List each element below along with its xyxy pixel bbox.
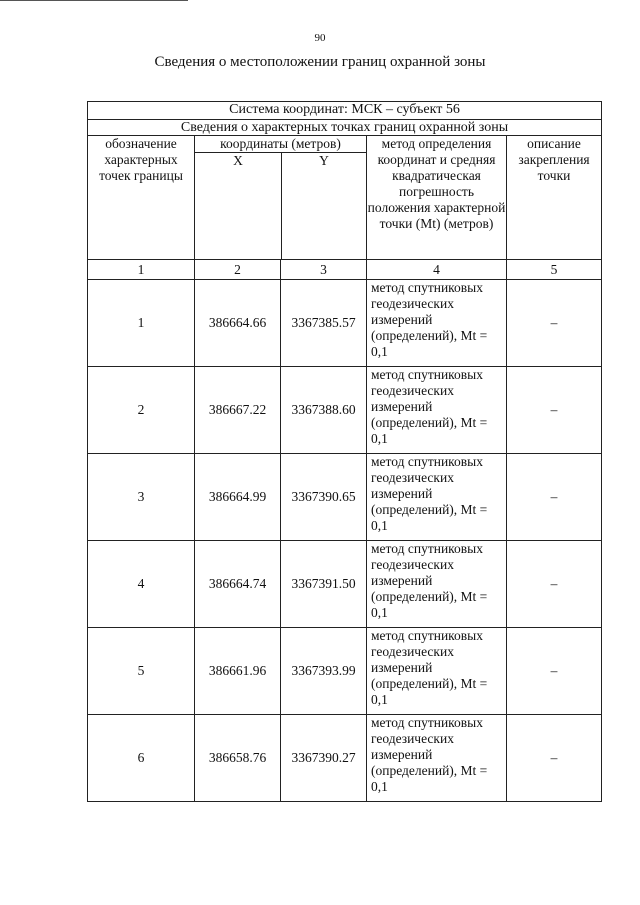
point-id: 4 xyxy=(88,541,195,628)
page-number: 90 xyxy=(314,32,326,44)
table-row xyxy=(88,454,602,541)
y-coordinate: 3367390.65 xyxy=(281,454,367,541)
fixation-description: – xyxy=(507,541,602,628)
method-description: метод спутниковых геодезических измерений (определений), Mt = 0,1 xyxy=(367,628,507,715)
y-coordinate: 3367393.99 xyxy=(281,628,367,715)
table-row xyxy=(88,628,602,715)
y-coordinate: 3367388.60 xyxy=(281,367,367,454)
fixation-description: – xyxy=(507,628,602,715)
table-row xyxy=(88,367,602,454)
column-number: 3 xyxy=(281,260,367,280)
page-title: Сведения о местоположении границ охранной зоны xyxy=(154,54,486,70)
method-description: метод спутниковых геодезических измерений (определений), Mt = 0,1 xyxy=(367,280,507,367)
top-rule xyxy=(0,0,188,1)
x-coordinate: 386664.66 xyxy=(195,280,281,367)
fixation-description: – xyxy=(507,280,602,367)
point-id: 1 xyxy=(88,280,195,367)
boundary-points-table xyxy=(87,101,602,802)
method-description: метод спутниковых геодезических измерений (определений), Mt = 0,1 xyxy=(367,541,507,628)
header-method: метод определения координат и средняя квадратическая погрешность положения характерной точки (Mt) (метров) xyxy=(367,136,507,260)
table-row xyxy=(88,715,602,802)
column-number: 4 xyxy=(367,260,507,280)
point-id: 5 xyxy=(88,628,195,715)
header-y: Y xyxy=(319,153,329,168)
x-coordinate: 386667.22 xyxy=(195,367,281,454)
column-number: 2 xyxy=(195,260,281,280)
coordinate-system-header: Система координат: МСК – субъект 56 xyxy=(88,102,602,120)
fixation-description: – xyxy=(507,454,602,541)
table-row xyxy=(88,280,602,367)
table-subtitle: Сведения о характерных точках границ охранной зоны xyxy=(88,120,602,136)
header-x: X xyxy=(195,153,282,259)
y-coordinate: 3367391.50 xyxy=(281,541,367,628)
header-description: описание закрепления точки xyxy=(507,136,602,260)
fixation-description: – xyxy=(507,367,602,454)
column-number: 1 xyxy=(88,260,195,280)
method-description: метод спутниковых геодезических измерений (определений), Mt = 0,1 xyxy=(367,454,507,541)
point-id: 3 xyxy=(88,454,195,541)
header-coords xyxy=(195,136,367,260)
fixation-description: – xyxy=(507,715,602,802)
column-number-row xyxy=(88,260,602,280)
x-coordinate: 386661.96 xyxy=(195,628,281,715)
point-id: 6 xyxy=(88,715,195,802)
x-coordinate: 386664.74 xyxy=(195,541,281,628)
y-coordinate: 3367385.57 xyxy=(281,280,367,367)
header-point: обозначение характерных точек границы xyxy=(88,136,195,260)
method-description: метод спутниковых геодезических измерений (определений), Mt = 0,1 xyxy=(367,715,507,802)
x-coordinate: 386664.99 xyxy=(195,454,281,541)
method-description: метод спутниковых геодезических измерений (определений), Mt = 0,1 xyxy=(367,367,507,454)
column-number: 5 xyxy=(507,260,602,280)
y-coordinate: 3367390.27 xyxy=(281,715,367,802)
header-coords-label: координаты (метров) xyxy=(195,136,366,153)
point-id: 2 xyxy=(88,367,195,454)
x-coordinate: 386658.76 xyxy=(195,715,281,802)
table-row xyxy=(88,541,602,628)
